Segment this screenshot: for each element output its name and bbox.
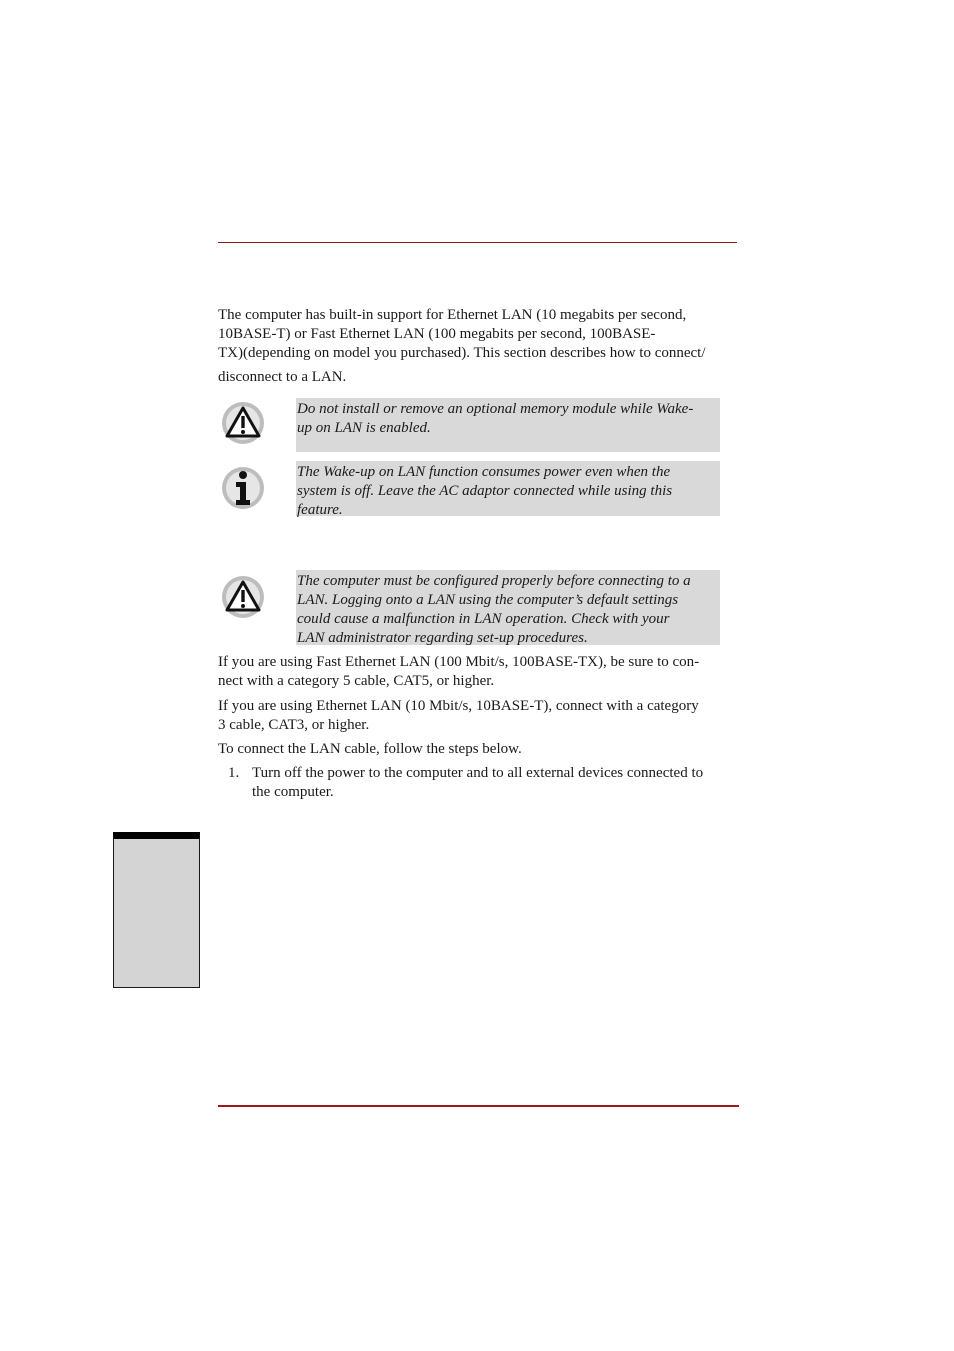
step-line: the computer. — [252, 784, 334, 800]
intro-line: 10BASE-T) or Fast Ethernet LAN (100 megabits per second, 100BASE- — [218, 326, 656, 342]
paragraph-line: To connect the LAN cable, follow the steps below. — [218, 741, 522, 757]
note-wake-power — [296, 461, 720, 516]
step-number: 1. — [228, 765, 240, 781]
header-rule — [218, 242, 737, 243]
note-line: The computer must be configured properly before connecting to a — [297, 573, 691, 589]
note-line: system is off. Leave the AC adaptor connected while using this — [297, 483, 673, 499]
note-line: could cause a malfunction in LAN operation. Check with your — [297, 611, 670, 627]
ethernet-paragraph — [218, 697, 740, 735]
chapter-side-tab — [113, 832, 200, 988]
note-line: Do not install or remove an optional memory module while Wake- — [297, 401, 694, 417]
step-text — [252, 764, 740, 802]
note-line: LAN administrator regarding set-up procedures. — [297, 630, 588, 646]
step-line: Turn off the power to the computer and to all external devices connected to — [252, 765, 704, 781]
steps-intro — [218, 740, 740, 759]
warning-icon — [221, 575, 265, 619]
warning-icon — [221, 401, 265, 445]
intro-line: The computer has built-in support for Ethernet LAN (10 megabits per second, — [218, 307, 687, 323]
paragraph-line: If you are using Fast Ethernet LAN (100 Mbit/s, 100BASE-TX), be sure to con- — [218, 654, 700, 670]
note-line: LAN. Logging onto a LAN using the computer’s default settings — [297, 592, 679, 608]
note-line: feature. — [297, 502, 343, 518]
info-icon — [221, 464, 265, 512]
intro-paragraph — [218, 306, 740, 387]
paragraph-line: If you are using Ethernet LAN (10 Mbit/s, 10BASE-T), connect with a category — [218, 698, 699, 714]
footer-rule — [218, 1105, 739, 1107]
intro-line: disconnect to a LAN. — [218, 369, 347, 385]
fast-ethernet-paragraph — [218, 653, 740, 691]
note-lan-config — [296, 570, 720, 645]
note-line: up on LAN is enabled. — [297, 420, 431, 436]
note-line: The Wake-up on LAN function consumes power even when the — [297, 464, 671, 480]
paragraph-line: nect with a category 5 cable, CAT5, or higher. — [218, 673, 495, 689]
paragraph-line: 3 cable, CAT3, or higher. — [218, 717, 370, 733]
note-wake-memory — [296, 398, 720, 452]
intro-line: TX)(depending on model you purchased). This section describes how to connect/ — [218, 345, 706, 361]
